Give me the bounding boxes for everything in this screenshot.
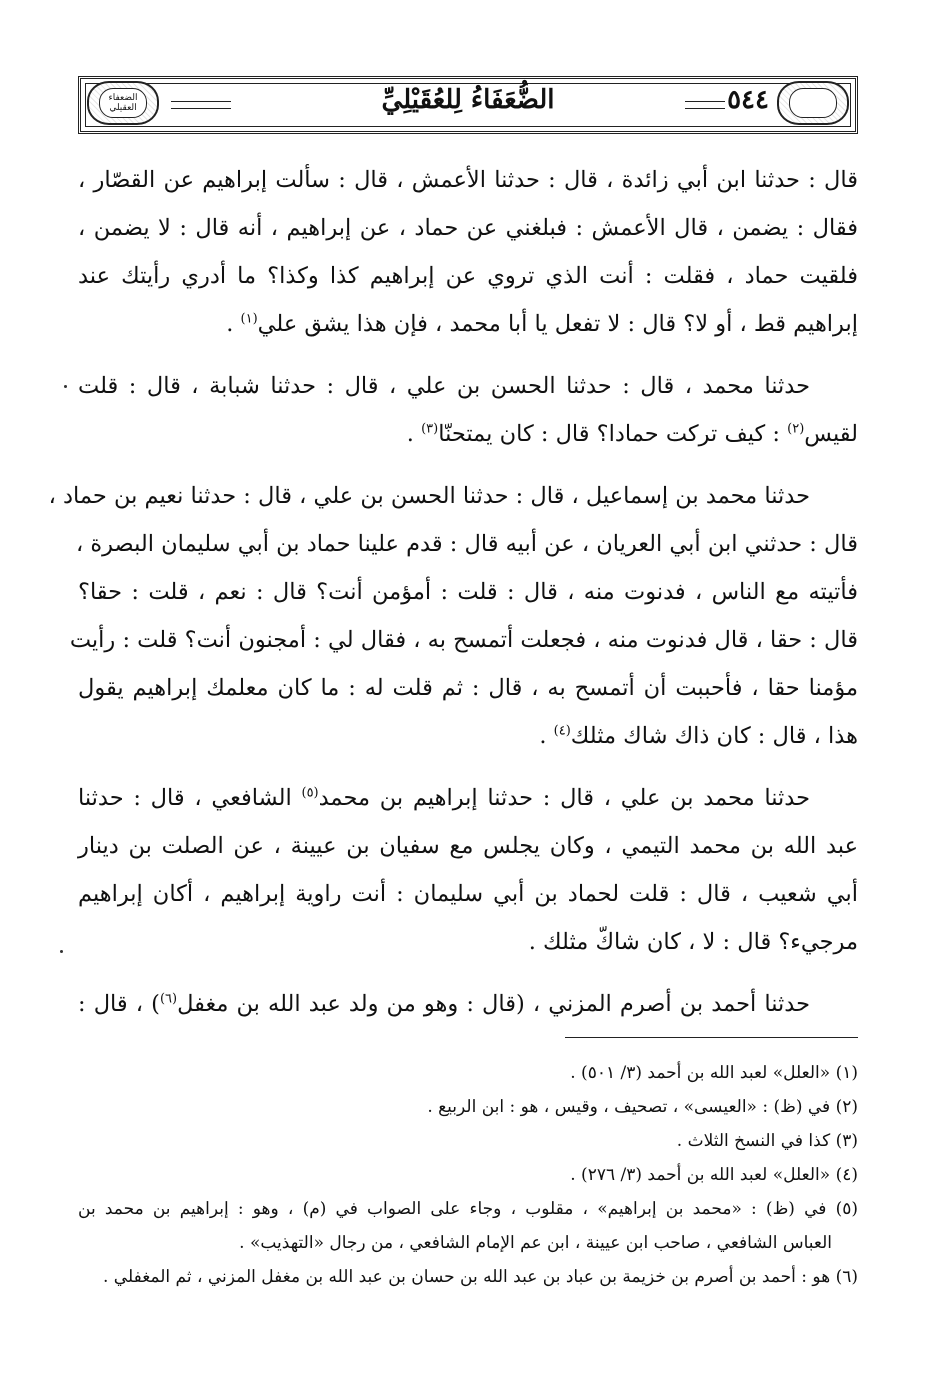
footnote-6: (٦) هو : أحمد بن أصرم بن خزيمة بن عباد بن عبد الله بن حسان بن عبد الله بن مغفل المزني ، ثم المغفلي . xyxy=(103,1267,858,1287)
text-line: أبي شعيب ، قال : قلت لحماد بن أبي سليمان : أنت راوية إبراهيم ، أكان إبراهيم xyxy=(78,881,858,907)
footnote-4: (٤) «العلل» لعبد الله بن أحمد (٣/ ٢٧٦) . xyxy=(570,1165,858,1185)
ornament-emblem-right xyxy=(789,88,837,118)
text-line xyxy=(78,712,858,760)
text-run: ) ، قال : xyxy=(78,991,160,1017)
ornament-emblem: الضعفاء العقيلي xyxy=(99,88,147,118)
text-line: قال : حدثنا ابن أبي زائدة ، قال : حدثنا الأعمش ، قال : سألت إبراهيم عن القصّار ، xyxy=(78,167,858,193)
text-line xyxy=(78,410,858,458)
paragraph-3 xyxy=(48,472,858,760)
footnote-3: (٣) كذا في النسخ الثلاث . xyxy=(676,1131,858,1151)
page-number: ٥٤٤ xyxy=(727,85,769,115)
scan-speck xyxy=(60,950,63,953)
scan-speck xyxy=(64,385,67,388)
footnote-ref-1[interactable]: (١) xyxy=(240,311,258,327)
footnote-ref-2[interactable]: (٢) xyxy=(787,421,805,437)
footnote-ref-5[interactable]: (٥) xyxy=(301,785,319,801)
paragraph-2 xyxy=(78,362,858,458)
text-line: حدثنا محمد ، قال : حدثنا الحسن بن علي ، قال : حدثنا شبابة ، قال : قلت xyxy=(78,373,810,399)
text-line: فأتيته مع الناس ، فدنوت منه ، قال : قلت : أمؤمن أنت؟ قال : نعم ، قلت : حقا؟ xyxy=(78,579,858,605)
header-ornament-right xyxy=(777,81,849,125)
text-run: . xyxy=(539,723,554,749)
footnote-separator xyxy=(565,1037,858,1038)
text-run: : كيف تركت حمادا؟ قال : كان يمتحنّا xyxy=(438,421,788,447)
text-line: مرجيء؟ قال : لا ، كان شاكّ مثلك . xyxy=(528,929,858,955)
header-decor-left xyxy=(171,101,231,109)
footnote-ref-6[interactable]: (٦) xyxy=(159,991,178,1007)
text-line xyxy=(78,774,858,822)
text-line: فقال : يضمن ، قال الأعمش : فبلغني عن حماد ، عن إبراهيم ، أنه قال : لا يضمن ، xyxy=(78,215,858,241)
text-run: الشافعي ، قال : حدثنا xyxy=(78,785,302,811)
footnote-ref-3[interactable]: (٣) xyxy=(421,421,439,437)
header-ornament-left xyxy=(87,81,159,125)
footnote-ref-4[interactable]: (٤) xyxy=(553,723,571,739)
text-line: قال : حدثني ابن أبي العريان ، عن أبيه قال : قدم علينا حماد بن أبي سليمان البصرة ، xyxy=(75,531,858,557)
text-run: حدثنا محمد بن علي ، قال : حدثنا إبراهيم بن محمد xyxy=(318,785,810,811)
footnotes xyxy=(78,1056,858,1294)
text-line: مؤمنا حقا ، فأحببت أن أتمسح به ، قال : ثم قلت له : ما كان معلمك إبراهيم يقول xyxy=(78,675,858,701)
text-line: قال : حقا ، قال فدنوت منه ، فجعلت أتمسح به ، فقال لي : أمجنون أنت؟ قلت : رأيت xyxy=(69,627,858,653)
running-title: الضُّعَفَاءُ لِلعُقَيْلِيِّ xyxy=(381,85,555,115)
text-run: لقيس xyxy=(804,421,858,447)
text-line xyxy=(78,300,858,348)
text-run: هذا ، قال : كان ذاك شاك مثلك xyxy=(570,723,858,749)
footnote-5-continued: العباس الشافعي ، صاحب ابن عيينة ، ابن عم الإمام الشافعي ، من رجال «التهذيب» . xyxy=(239,1233,832,1253)
text-run: . xyxy=(406,421,422,447)
text-run: إبراهيم قط ، أو لا؟ قال : لا تفعل يا أبا محمد ، فإن هذا يشق علي xyxy=(257,311,858,337)
text-line: عبد الله بن محمد التيمي ، وكان يجلس مع سفيان بن عيينة ، عن الصلت بن دينار xyxy=(78,833,858,859)
paragraph-4 xyxy=(78,774,858,966)
footnote-2: (٢) في (ظ) : «العيسى» ، تصحيف ، وقيس ، هو : ابن الربيع . xyxy=(427,1097,858,1117)
text-run: . xyxy=(226,311,241,337)
paragraph-1 xyxy=(78,156,858,348)
paragraph-5 xyxy=(78,980,858,1028)
header-decor-right xyxy=(685,101,725,109)
footnote-1: (١) «العلل» لعبد الله بن أحمد (٣/ ٥٠١) . xyxy=(570,1063,858,1083)
text-line: حدثنا محمد بن إسماعيل ، قال : حدثنا الحسن بن علي ، قال : حدثنا نعيم بن حماد ، xyxy=(48,483,810,509)
text-run: حدثنا أحمد بن أصرم المزني ، (قال : وهو من ولد عبد الله بن مغفل xyxy=(177,991,810,1017)
text-line xyxy=(78,980,858,1028)
main-text xyxy=(48,156,858,1028)
text-line: فلقيت حماد ، فقلت : أنت الذي تروي عن إبراهيم كذا وكذا؟ ما أدري رأيتك عند xyxy=(78,263,858,289)
footnote-5: (٥) في (ظ) : «محمد بن إبراهيم» ، مقلوب ، وجاء على الصواب في (م) ، وهو : إبراهيم بن محمد بن xyxy=(78,1199,858,1219)
page-header xyxy=(78,76,858,134)
